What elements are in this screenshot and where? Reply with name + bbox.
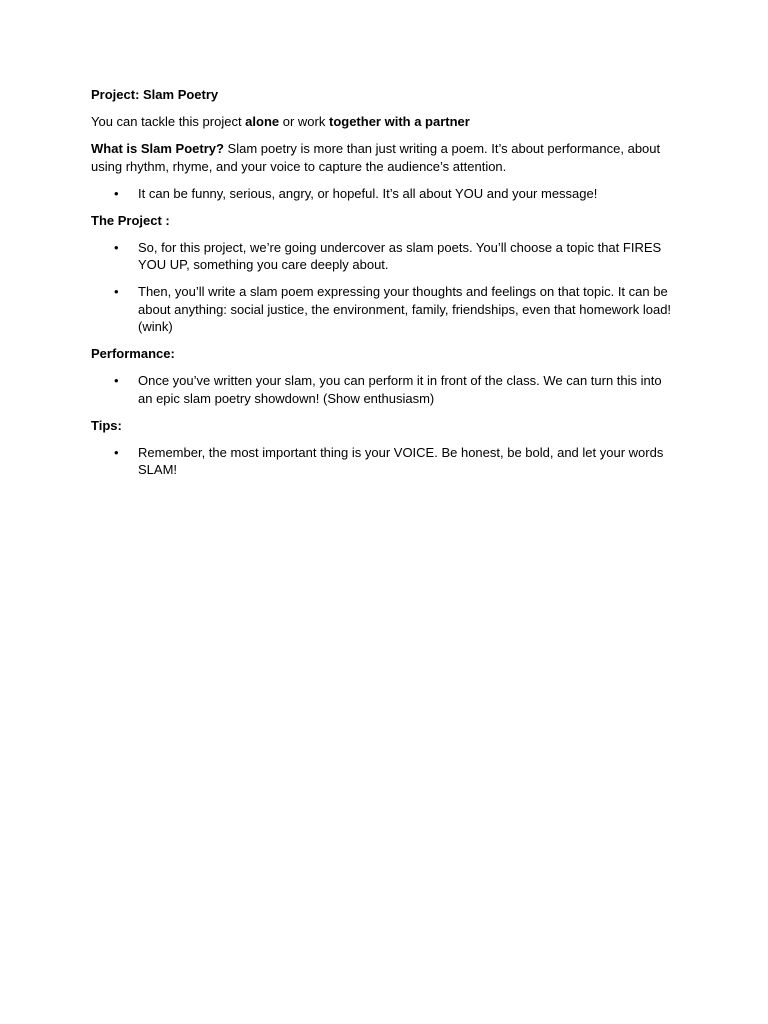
what-is-list (91, 185, 672, 203)
list-item-text: Remember, the most important thing is your VOICE. Be honest, be bold, and let your words SLAM! (138, 444, 664, 477)
intro-bold-alone: alone (245, 114, 280, 129)
list-item-text: So, for this project, we’re going undercover as slam poets. You’ll choose a topic that FIRES YOU UP, something you care deeply about. (138, 239, 662, 272)
performance-heading: Performance: (91, 346, 175, 361)
project-list (91, 239, 672, 336)
intro-bold-partner: together with a partner (328, 114, 470, 129)
bullet-icon: • (114, 185, 119, 201)
list-item (91, 239, 672, 274)
what-is-label: What is Slam Poetry? (91, 141, 224, 156)
intro-paragraph (91, 113, 672, 131)
list-item-text: It can be funny, serious, angry, or hopeful. It’s all about YOU and your message! (138, 185, 598, 201)
bullet-icon: • (114, 373, 119, 388)
document-title: Project: Slam Poetry (91, 87, 219, 102)
bullet-icon: • (114, 284, 119, 299)
list-item (91, 283, 672, 336)
what-is-text: Slam poetry is more than just writing a poem. It’s about performance, about using rhythm, rhyme, and your voice to capture the audience’s attention. (91, 141, 661, 174)
bullet-icon: • (114, 239, 119, 255)
list-item (91, 372, 672, 407)
bullet-icon: • (114, 444, 119, 460)
performance-list (91, 372, 672, 407)
tips-list (91, 444, 672, 479)
tips-heading: Tips: (91, 417, 122, 433)
project-heading: The Project : (91, 212, 170, 228)
what-is-paragraph (91, 140, 672, 175)
list-item-text: Once you’ve written your slam, you can perform it in front of the class. We can turn this into an epic slam poetry showdown! (Show enthusiasm) (138, 373, 662, 406)
intro-text-1: You can tackle this project (91, 114, 246, 129)
list-item (91, 185, 672, 203)
list-item (91, 444, 672, 479)
intro-text-2: or work (279, 114, 329, 129)
list-item-text: Then, you’ll write a slam poem expressing your thoughts and feelings on that topic. It can be about anything: social justice, the environment, family, friendships, even that homework load! (wink) (138, 284, 672, 334)
